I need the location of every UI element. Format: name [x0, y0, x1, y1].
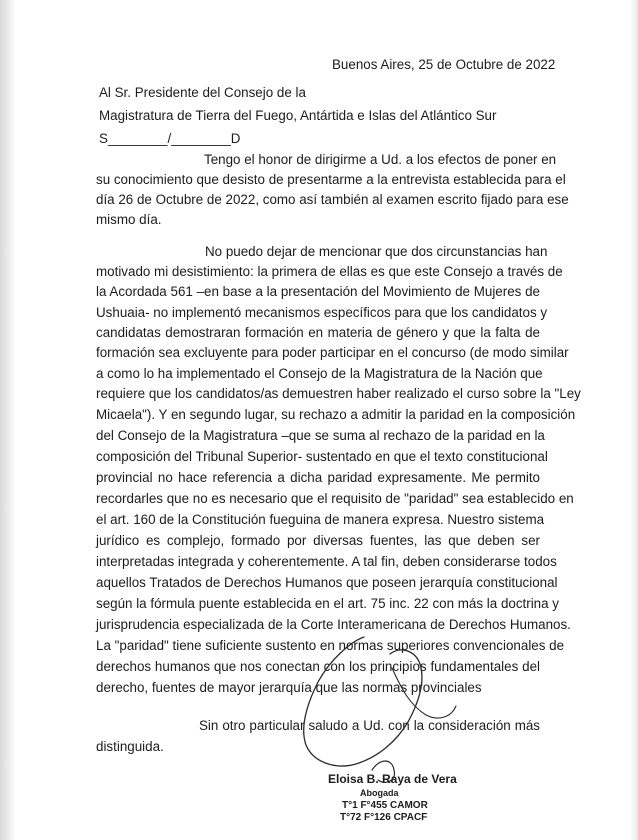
paragraph-2-line: derecho, fuentes de mayor jerarquía que las normas provinciales — [96, 680, 482, 695]
paragraph-2-line: Micaela"). Y en segundo lugar, su rechazo a admitir la paridad en la composición — [96, 407, 576, 422]
paragraph-2-line: La "paridad" tiene suficiente sustento en normas superiores convencionales de — [96, 638, 565, 653]
paragraph-1-line: Tengo el honor de dirigirme a Ud. a los efectos de poner en — [204, 152, 557, 167]
recipient-line-1: Al Sr. Presidente del Consejo de la — [99, 85, 306, 100]
recipient-line-2: Magistratura de Tierra del Fuego, Antártida e Islas del Atlántico Sur — [99, 108, 497, 123]
paragraph-2-line: el art. 160 de la Constitución fueguina de manera expresa. Nuestro sistema — [96, 512, 545, 527]
paragraph-2-line: requiere que los candidatos/as demuestren haber realizado el curso sobre la "Ley — [96, 386, 581, 401]
stamp-name: Eloisa B. Raya de Vera — [328, 772, 457, 786]
paragraph-2-line: la Acordada 561 –en base a la presentación del Movimiento de Mujeres de — [96, 284, 540, 299]
paragraph-1-line: día 26 de Octubre de 2022, como así también al examen escrito fijado para ese — [96, 192, 569, 207]
paragraph-2-line: recordarles que no es necesario que el requisito de "paridad" sea establecido en — [96, 491, 574, 506]
closing-line: Sin otro particular saludo a Ud. con la consideración más — [199, 718, 540, 733]
paragraph-2-line: Ushuaia- no implementó mecanismos específicos para que los candidatos y — [96, 305, 548, 320]
paragraph-2-line: jurisprudencia especializada de la Corte Interamericana de Derechos Humanos. — [96, 617, 571, 632]
paragraph-2-line: candidatas demostraran formación en materia de género y que la falta de — [96, 325, 540, 340]
paragraph-2-line: del Consejo de la Magistratura –que se suma al rechazo de la paridad en la — [96, 428, 545, 443]
paragraph-2-line: composición del Tribunal Superior- sustentado en que el texto constitucional — [96, 449, 548, 464]
recipient-line-3: S________/________D — [99, 131, 241, 146]
paragraph-2-line: según la fórmula puente establecida en el art. 75 inc. 22 con más la doctrina y — [96, 596, 559, 611]
stamp-registration-2: T°72 F°126 CPACF — [340, 812, 428, 823]
paragraph-2-line: interpretadas integrada y coherentemente. A tal fin, deben considerarse todos — [96, 554, 557, 569]
paragraph-2-line: provincial no hace referencia a dicha paridad expresamente. Me permito — [96, 470, 540, 485]
paragraph-2-line: derechos humanos que nos conectan con los principios fundamentales del — [96, 659, 540, 674]
place-date: Buenos Aires, 25 de Octubre de 2022 — [332, 57, 556, 72]
paragraph-2-line: aquellos Tratados de Derechos Humanos que poseen jerarquía constitucional — [96, 575, 558, 590]
paragraph-1-line: su conocimiento que desisto de presentarme a la entrevista establecida para el — [96, 172, 566, 187]
stamp-registration-1: T°1 F°455 CAMOR — [342, 800, 428, 811]
paragraph-2-line: No puedo dejar de mencionar que dos circunstancias han — [205, 244, 548, 259]
closing-line: distinguida. — [96, 739, 164, 754]
stamp-title: Abogada — [360, 788, 399, 798]
paragraph-2-line: a como lo ha implementado el Consejo de la Magistratura de la Nación que — [96, 366, 543, 381]
paragraph-1-line: mismo día. — [96, 212, 162, 227]
paragraph-2-line: jurídico es complejo, formado por diversas fuentes, las que deben ser — [96, 533, 540, 548]
paragraph-2-line: formación sea excluyente para poder participar en el concurso (de modo similar — [96, 345, 569, 360]
paragraph-2-line: motivado mi desistimiento: la primera de ellas es que este Consejo a través de — [96, 264, 563, 279]
